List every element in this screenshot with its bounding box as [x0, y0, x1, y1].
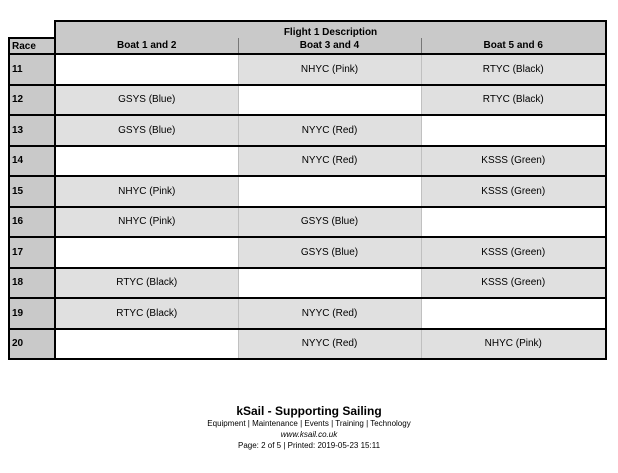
footer-services: Equipment | Maintenance | Events | Training | Technology	[207, 419, 411, 428]
race-number: 14	[9, 146, 55, 177]
race-number: 17	[9, 237, 55, 268]
boat-assignment-cell: NYYC (Red)	[238, 115, 421, 146]
footer-page-info: Page: 2 of 5 | Printed: 2019-05-23 15:11	[237, 441, 381, 450]
boat-assignment-cell: NYYC (Red)	[238, 298, 421, 329]
boat-assignment-cell	[238, 176, 421, 207]
boat-assignment-cell	[238, 85, 421, 116]
boat-assignment-cell: KSSS (Green)	[421, 268, 606, 299]
flight-schedule-table	[8, 20, 607, 360]
table-row	[9, 85, 606, 116]
table-row	[9, 237, 606, 268]
boat-assignment-cell: GSYS (Blue)	[238, 237, 421, 268]
boat-5-6-column-header: Boat 5 and 6	[421, 38, 606, 54]
column-header-row	[9, 38, 606, 54]
table-row	[9, 268, 606, 299]
race-number: 12	[9, 85, 55, 116]
race-column-header: Race	[9, 38, 55, 54]
page-footer	[0, 404, 618, 451]
boat-assignment-cell	[55, 146, 238, 177]
boat-assignment-cell: KSSS (Green)	[421, 146, 606, 177]
boat-assignment-cell: NYYC (Red)	[238, 329, 421, 360]
race-number: 18	[9, 268, 55, 299]
table-row	[9, 298, 606, 329]
table-corner	[9, 21, 55, 38]
footer-title: kSail - Supporting Sailing	[236, 404, 382, 418]
race-number: 16	[9, 207, 55, 238]
boat-assignment-cell: NHYC (Pink)	[421, 329, 606, 360]
flight-table-body	[9, 54, 606, 359]
boat-assignment-cell	[421, 115, 606, 146]
table-row	[9, 207, 606, 238]
boat-assignment-cell: RTYC (Black)	[55, 298, 238, 329]
boat-1-2-column-header: Boat 1 and 2	[55, 38, 238, 54]
race-number: 11	[9, 54, 55, 85]
boat-assignment-cell: KSSS (Green)	[421, 237, 606, 268]
boat-assignment-cell: NHYC (Pink)	[238, 54, 421, 85]
boat-assignment-cell: NYYC (Red)	[238, 146, 421, 177]
boat-assignment-cell: GSYS (Blue)	[55, 115, 238, 146]
flight-title: Flight 1 Description	[55, 21, 606, 38]
flight-title-row	[9, 21, 606, 38]
boat-assignment-cell	[55, 237, 238, 268]
boat-assignment-cell: RTYC (Black)	[421, 85, 606, 116]
boat-assignment-cell	[421, 298, 606, 329]
race-number: 20	[9, 329, 55, 360]
race-number: 15	[9, 176, 55, 207]
boat-assignment-cell: KSSS (Green)	[421, 176, 606, 207]
boat-assignment-cell	[238, 268, 421, 299]
race-number: 13	[9, 115, 55, 146]
table-row	[9, 115, 606, 146]
boat-assignment-cell: RTYC (Black)	[421, 54, 606, 85]
table-row	[9, 146, 606, 177]
footer-url: www.ksail.co.uk	[280, 430, 338, 439]
table-row	[9, 54, 606, 85]
boat-assignment-cell	[55, 329, 238, 360]
race-number: 19	[9, 298, 55, 329]
boat-assignment-cell: RTYC (Black)	[55, 268, 238, 299]
table-row	[9, 329, 606, 360]
boat-assignment-cell	[55, 54, 238, 85]
boat-assignment-cell: NHYC (Pink)	[55, 176, 238, 207]
boat-assignment-cell: NHYC (Pink)	[55, 207, 238, 238]
table-row	[9, 176, 606, 207]
boat-assignment-cell	[421, 207, 606, 238]
boat-assignment-cell: GSYS (Blue)	[55, 85, 238, 116]
boat-3-4-column-header: Boat 3 and 4	[238, 38, 421, 54]
boat-assignment-cell: GSYS (Blue)	[238, 207, 421, 238]
